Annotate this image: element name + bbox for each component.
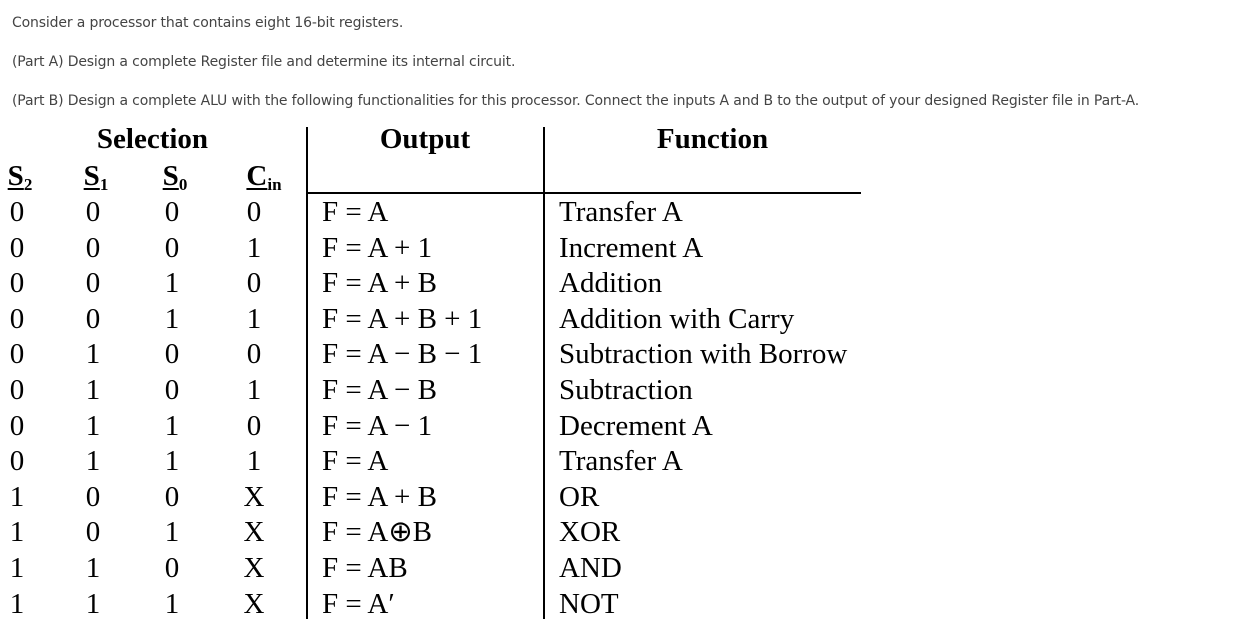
s2-cell: 0 [9,267,25,300]
s2-cell: 0 [9,445,25,478]
cin-cell: 1 [246,231,262,264]
output-cell: F = A + B [322,267,437,300]
cin-cell: 0 [246,267,262,300]
cin-cell: 1 [246,445,262,478]
part-a-text: (Part A) Design a complete Register file and determine its internal circuit. [12,54,516,70]
output-cell: F = AB [322,551,408,584]
output-cell: F = A′ [322,587,395,620]
function-cell: XOR [559,516,621,549]
function-cell: Addition with Carry [559,302,795,335]
table-body [0,196,880,623]
function-cell: Decrement A [559,409,713,442]
s1-cell: 1 [85,338,101,371]
s0-cell: 1 [164,587,180,620]
cin-cell: X [243,480,265,513]
s0-cell: 0 [164,551,180,584]
table-row [0,267,880,303]
cin-header: $C_{in}$ [246,160,282,194]
cin-cell: 0 [246,338,262,371]
s1-cell: 0 [85,302,101,335]
header-rule [306,192,861,194]
s0-cell: 0 [164,231,180,264]
s0-header: $S_0$ [162,160,188,194]
s1-cell: 1 [85,373,101,406]
s2-cell: 1 [9,551,25,584]
function-cell: Transfer A [559,196,683,228]
cin-cell: 1 [246,302,262,335]
function-cell: Addition [559,267,663,300]
s2-cell: 0 [9,196,25,228]
table-row [0,338,880,374]
s2-cell: 1 [9,587,25,620]
s0-cell: 0 [164,196,180,228]
s1-header: $S_1$ [83,160,109,194]
output-cell: F = A + 1 [322,231,433,264]
table-row [0,374,880,410]
table-row [0,232,880,268]
table-row [0,481,880,517]
cin-cell: 1 [246,373,262,406]
s2-cell: 1 [9,480,25,513]
table-row [0,516,880,552]
s2-cell: 0 [9,231,25,264]
function-cell: Increment A [559,231,704,264]
output-cell: F = A [322,196,389,228]
function-cell: Subtraction with Borrow [559,338,848,371]
s1-cell: 0 [85,196,101,228]
function-header: Function [656,123,769,155]
function-cell: AND [559,551,622,584]
function-cell: Transfer A [559,445,683,478]
s2-cell: 0 [9,409,25,442]
output-cell: F = A − B [322,373,437,406]
s2-cell: 0 [9,302,25,335]
output-cell: F = A + B + 1 [322,302,483,335]
function-cell: NOT [559,587,619,620]
s2-cell: 1 [9,516,25,549]
s1-cell: 0 [85,231,101,264]
s0-cell: 1 [164,409,180,442]
table-row [0,196,880,232]
s1-cell: 0 [85,480,101,513]
s1-cell: 1 [85,409,101,442]
s1-cell: 0 [85,267,101,300]
s0-cell: 1 [164,267,180,300]
table-row [0,410,880,446]
cin-cell: X [243,551,265,584]
output-header: Output [379,123,471,155]
cin-cell: X [243,587,265,620]
output-cell: F = A + B [322,480,437,513]
output-cell: F = A⊕B [322,516,432,549]
s1-cell: 1 [85,445,101,478]
function-cell: OR [559,480,600,513]
s2-cell: 0 [9,338,25,371]
s2-cell: 0 [9,373,25,406]
function-cell: Subtraction [559,373,693,406]
s0-cell: 1 [164,302,180,335]
intro-text: Consider a processor that contains eight 16-bit registers. [12,15,404,31]
table-row [0,445,880,481]
table-row [0,303,880,339]
s1-cell: 0 [85,516,101,549]
cin-cell: 0 [246,196,262,228]
output-cell: F = A − 1 [322,409,433,442]
s1-cell: 1 [85,587,101,620]
output-cell: F = A [322,445,389,478]
s2-header: $S_2$ [7,160,33,194]
s0-cell: 0 [164,373,180,406]
s1-cell: 1 [85,551,101,584]
output-cell: F = A − B − 1 [322,338,483,371]
s0-cell: 1 [164,516,180,549]
s0-cell: 0 [164,480,180,513]
s0-cell: 1 [164,445,180,478]
selection-header: Selection [96,123,209,155]
s0-cell: 0 [164,338,180,371]
part-b-text: (Part B) Design a complete ALU with the following functionalities for this processor. Connect the inputs A and B to the output of your designed Register file in Part-A. [12,93,1140,109]
table-row [0,588,880,624]
cin-cell: X [243,516,265,549]
cin-cell: 0 [246,409,262,442]
table-row [0,552,880,588]
